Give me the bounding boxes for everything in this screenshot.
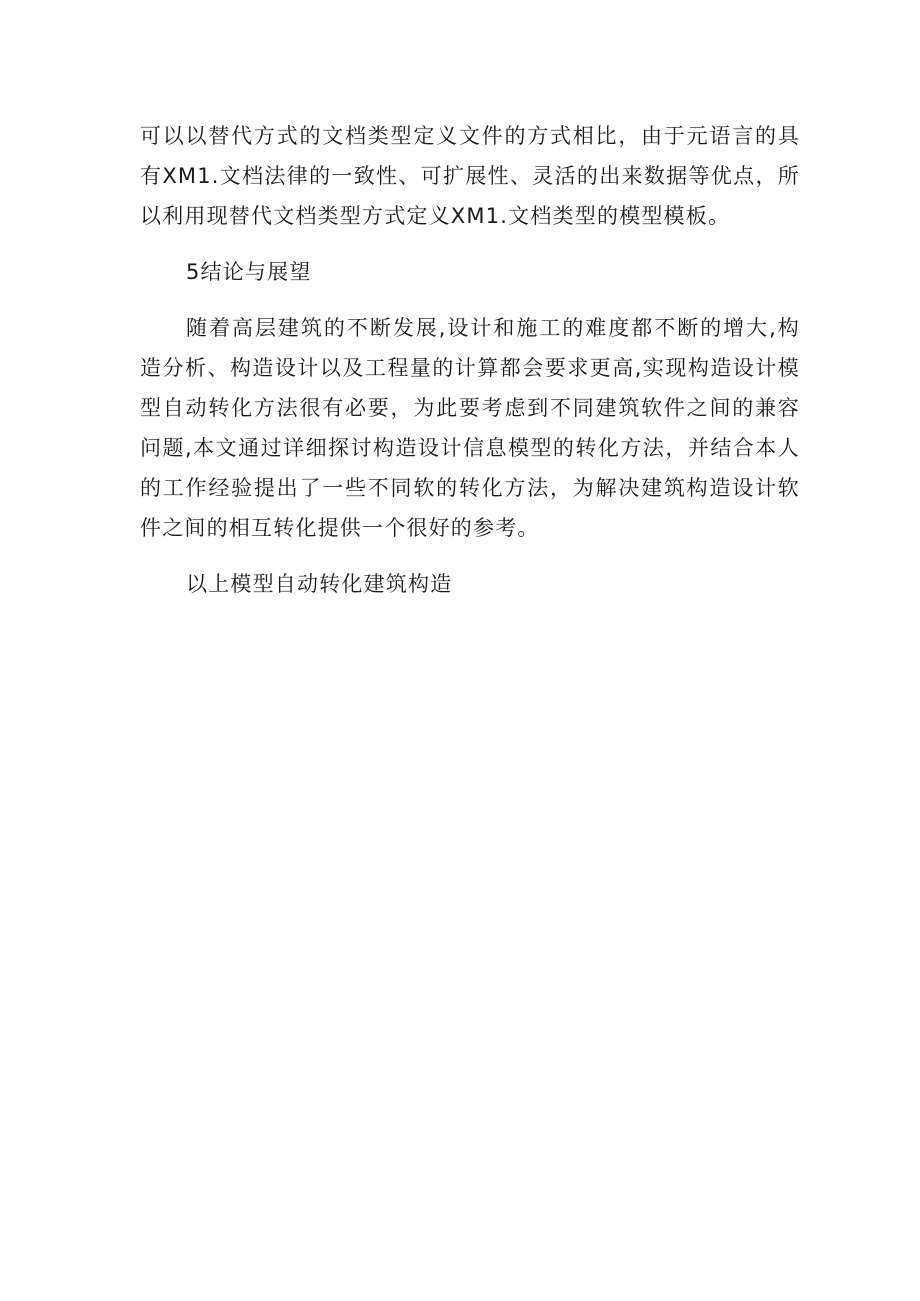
paragraph-intro: 可以以替代方式的文档类型定义文件的方式相比，由于元语言的具有XM1.文档法律的一致性、可扩展性、灵活的出来数据等优点，所以利用现替代文档类型方式定义XM1.文档类型的模型模板。 [140,124,800,228]
document-body [140,116,800,604]
paragraph-closing: 以上模型自动转化建筑构造 [186,572,453,596]
paragraph-conclusion: 随着高层建筑的不断发展,设计和施工的难度都不断的增大,构造分析、构造设计以及工程量的计算都会要求更高,实现构造设计模型自动转化方法很有必要，为此要考虑到不同建筑软件之间的兼容问题,本文通过详细探讨构造设计信息模型的转化方法，并结合本人的工作经验提出了一些不同软的转化方法，为解决建筑构造设计软件之间的相互转化提供一个很好的参考。 [140,316,800,540]
section-heading: 5结论与展望 [186,260,312,284]
